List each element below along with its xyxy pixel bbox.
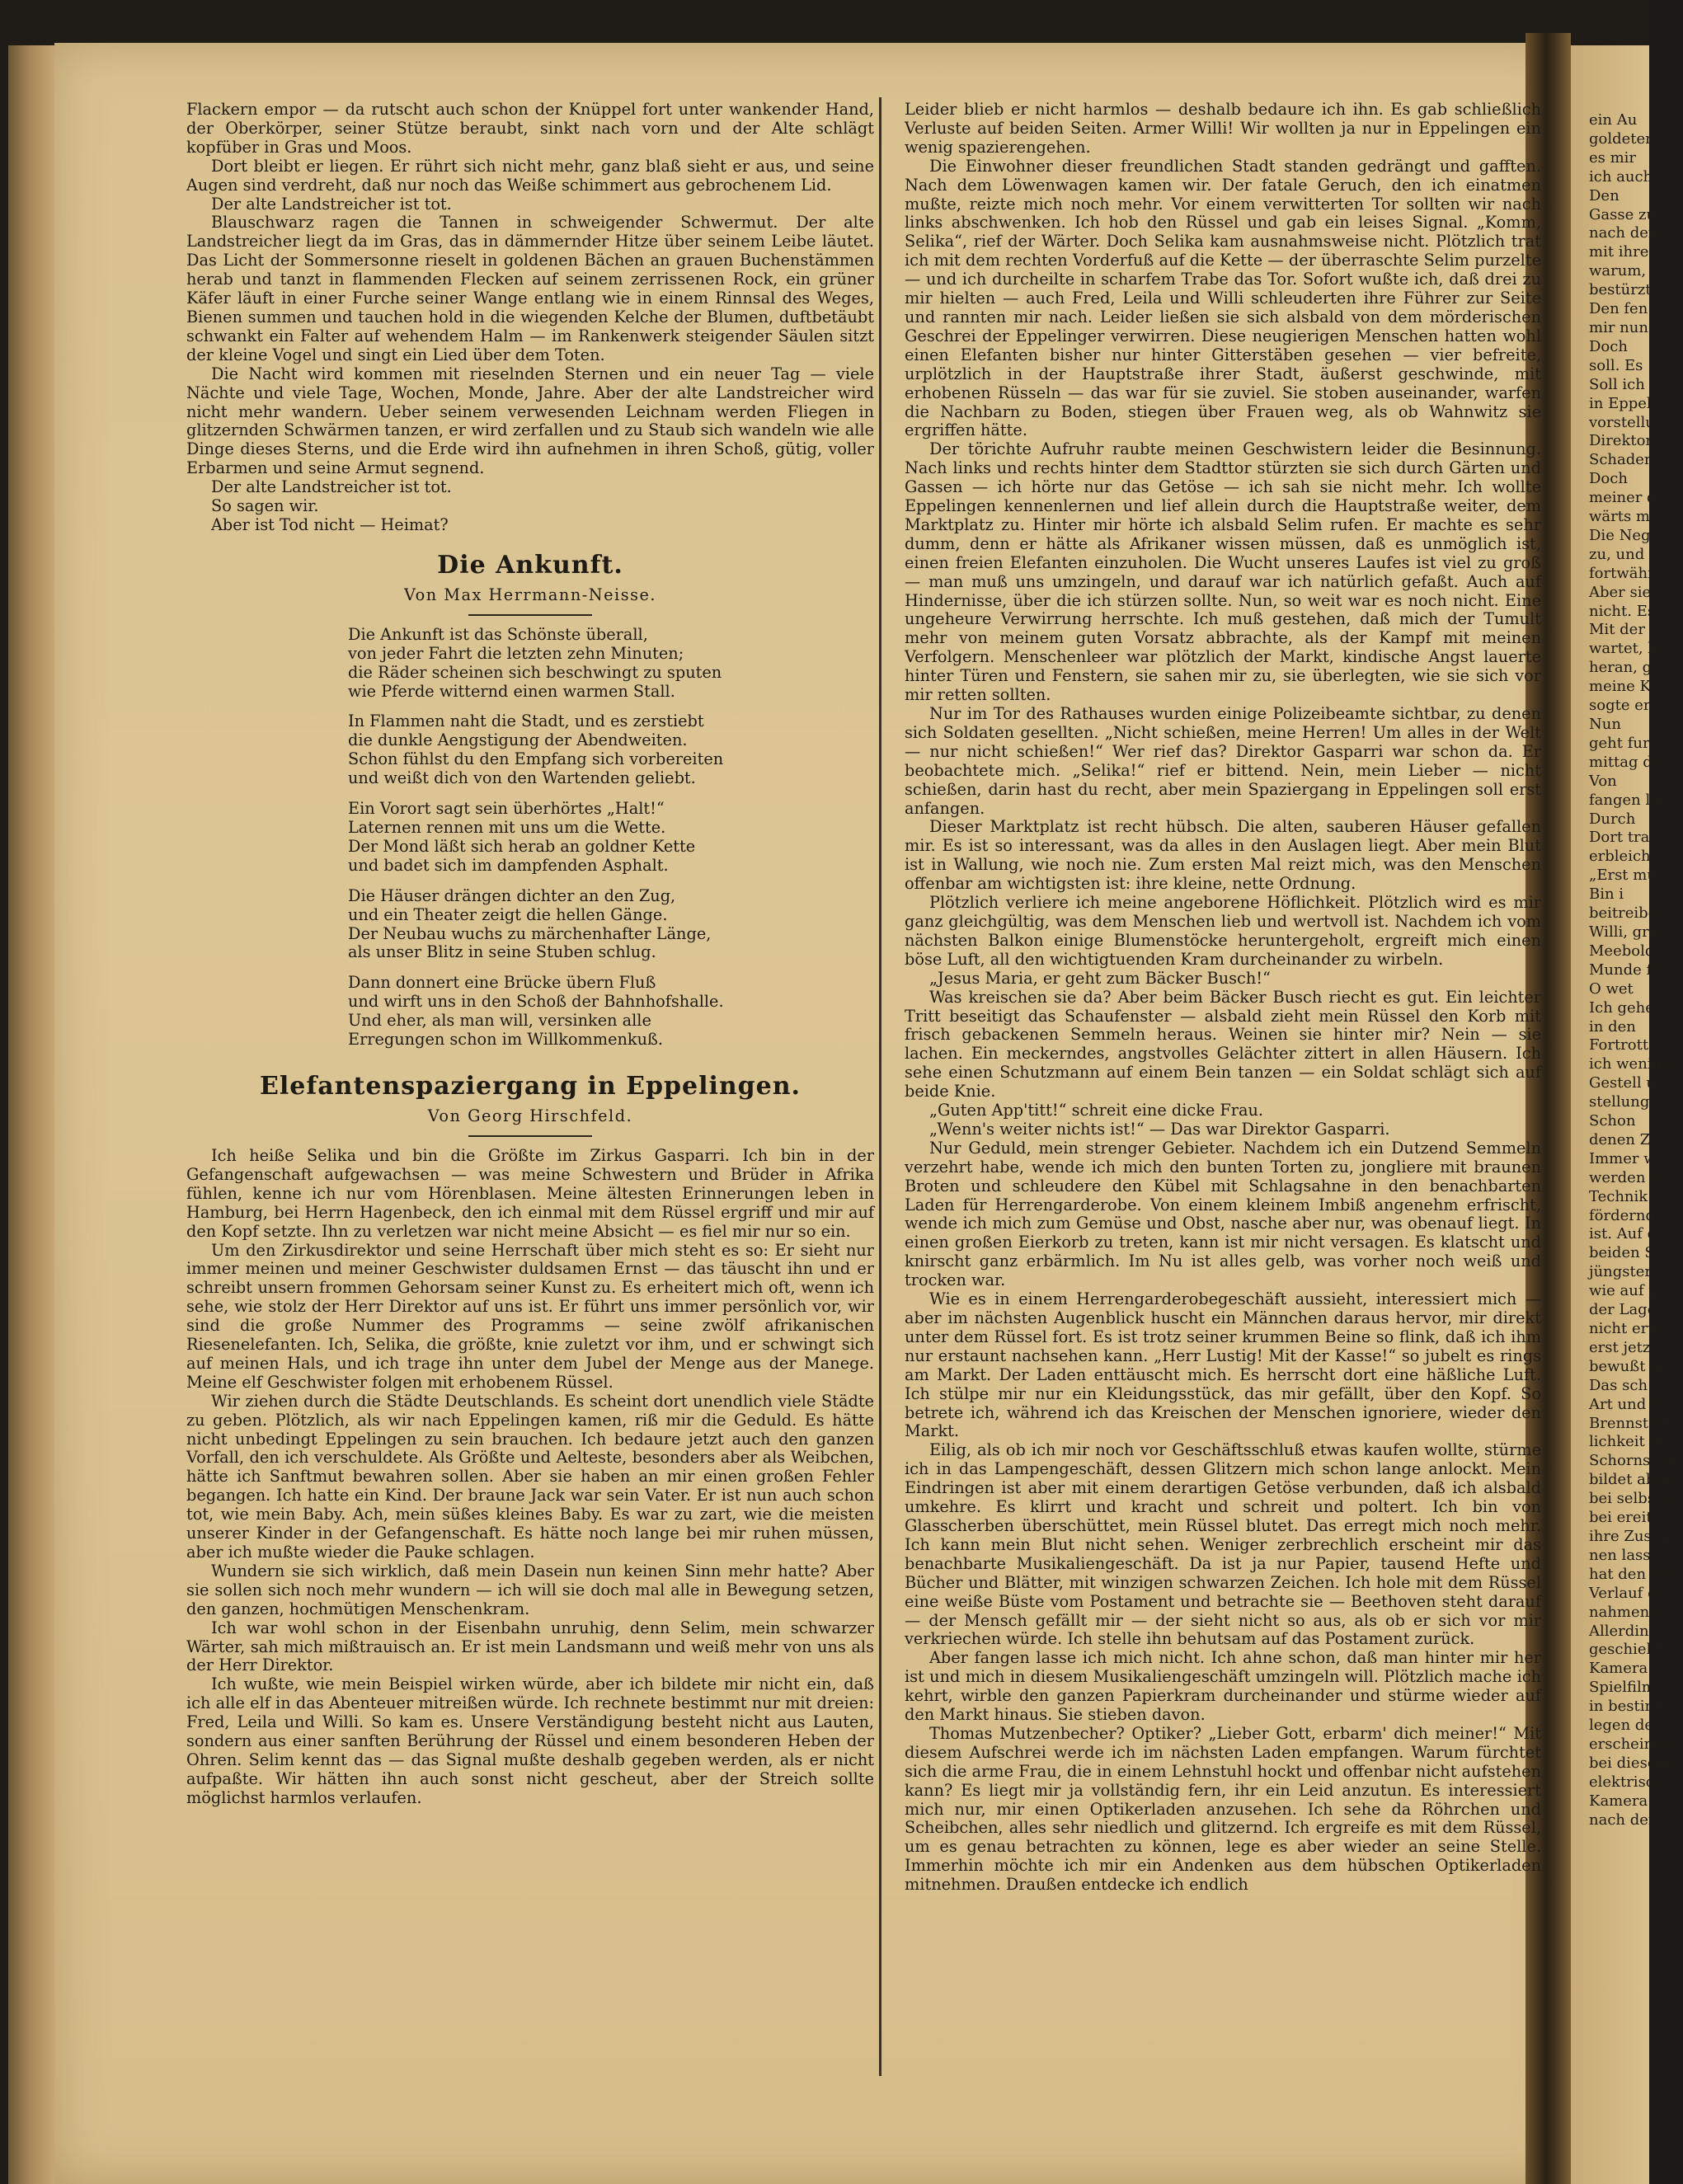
poem-line: Und eher, als man will, versinken alle <box>348 1011 651 1031</box>
next-page-line: bei ereits <box>1589 1509 1660 1527</box>
next-page-line: nach den <box>1589 224 1658 242</box>
poem-line: Der Mond läßt sich herab an goldner Kette <box>348 836 696 856</box>
poem-line: die dunkle Aengstigung der Abendweiten. <box>348 730 688 750</box>
title-rule <box>468 614 592 616</box>
next-page-line: sogte er. <box>1589 697 1654 715</box>
next-page-line: Bin i <box>1589 885 1624 904</box>
next-page-line: der Lage <box>1589 1301 1657 1319</box>
next-page-line: Das sch <box>1589 1376 1648 1394</box>
next-page-line: meiner d <box>1589 489 1657 507</box>
next-page-line: Allerdin <box>1589 1622 1649 1640</box>
poem-line: wie Pferde witternd einen warmen Stall. <box>348 681 675 701</box>
next-page-line: geht furch <box>1589 734 1668 752</box>
next-page-line: erst jetzt <box>1589 1338 1657 1356</box>
next-page-line: Von <box>1589 772 1617 790</box>
next-page-line: geschieht. D <box>1589 1641 1683 1659</box>
next-page-line: beiden Se <box>1589 1244 1664 1262</box>
next-page-line: Mit der <box>1589 621 1645 639</box>
next-page-line: fortwähr <box>1589 564 1655 582</box>
next-page-line: bei diesem <box>1589 1754 1671 1772</box>
poem-line: Laternen rennen mit uns um die Wette. <box>348 818 666 837</box>
story-paragraph: „Guten App'titt!“ schreit eine dicke Frau. <box>929 1101 1264 1120</box>
left-column <box>186 101 874 1808</box>
story-body <box>186 1147 874 1808</box>
story-paragraph: Dort bleibt er liegen. Er rührt sich nicht mehr, ganz blaß sieht er aus, und seine Augen sind verdreht, daß nur noch das Weiße schimmert aus gebrochenem Lid. <box>186 156 874 195</box>
story-paragraph: Um den Zirkusdirektor und seine Herrschaft über mich steht es so: Er sieht nur immer meinen und meiner Geschwister duldsamen Ernst — das täuscht ihn und er schreibt unsern frommen Gehorsam seiner Kunst zu. Es erheitert mich oft, wenn ich sehe, wie stolz der Herr Direktor auf uns ist. Er führt uns immer persönlich vor, wir sind die große Nummer des Programms — seine zwölf afrikanischen Riesenelefanten. Ich, Selika, die größte, knie zuletzt vor ihm, und er schwingt sich auf meinen Hals, und ich trage ihn unter dem Jubel der Menge aus der Manege. Meine elf Geschwister folgen mit erhobenem Rüssel. <box>186 1240 874 1392</box>
next-page-line: nach der G <box>1589 1811 1672 1829</box>
next-page-line: Schon <box>1589 1112 1636 1130</box>
next-page-line: O wet <box>1589 979 1634 998</box>
next-page-line: heran, g <box>1589 659 1652 677</box>
poem-line: und weißt dich von den Wartenden geliebt. <box>348 768 696 788</box>
next-page-line: erscheint, s <box>1589 1735 1677 1753</box>
story-paragraph: Eilig, als ob ich mir noch vor Geschäftsschluß etwas kaufen wollte, stürme ich in das Lampengeschäft, dessen Glitzern mich schon lange anlockt. Mein Eindringen ist aber mit einem derartigen Getöse verbunden, daß ich alsbald umkehre. Es klirrt und kracht und schreit und poltert. Ich bin von Glasscherben überschüttet, mein Rüssel blutet. Das erregt mich noch mehr. Ich kann mein Blut nicht sehen. Weniger zerbrechlich erscheint mir das benachbarte Musikaliengeschäft. Da ist ja nur Papier, tausend Hefte und Bücher und Blätter, mit winzigen schwarzen Zeichen. Ich hole mit dem Rüssel eine weiße Büste vom Postament und betrachte sie — Beethoven steht darauf — der Mensch gefällt mir — der sieht nicht so aus, als ob er sich vor mir verkriechen würde. Ich stelle ihn behutsam auf das Postament zurück. <box>905 1440 1541 1649</box>
story-ending <box>186 101 874 535</box>
next-page-line: Doch <box>1589 337 1628 355</box>
column-rule <box>879 97 881 2076</box>
story-paragraph: Ich heiße Selika und bin die Größte im Zirkus Gasparri. Ich bin in der Gefangenschaft aufgewachsen — was meine Schwestern und Brüder in Afrika fühlen, kenne ich nur vom Hörenblasen. Meine ältesten Erinnerungen leben in Hamburg, bei Herrn Hagenbeck, den ich einmal mit dem Rüssel ergriff und mir auf den Kopf setzte. Ihn zu verletzen war nicht meine Absicht — es fiel mir nur so ein. <box>186 1145 874 1241</box>
next-page-line: Aber sie <box>1589 583 1652 601</box>
poem-stanza <box>348 626 874 702</box>
story-paragraph: Der alte Landstreicher ist tot. <box>211 477 452 497</box>
poem-byline: Von Max Herrmann-Neisse. <box>403 585 657 604</box>
next-page-line: Art und W <box>1589 1395 1667 1413</box>
poem-line: Ein Vorort sagt sein überhörtes „Halt!“ <box>348 799 665 819</box>
poem-line: In Flammen naht die Stadt, und es zerstiebt <box>348 712 704 731</box>
next-page-line: soll. Es <box>1589 356 1643 374</box>
next-page-line: stellung, d <box>1589 1093 1669 1111</box>
next-page-line: Kamera fest <box>1589 1792 1681 1810</box>
poem-line: die Räder scheinen sich beschwingt zu sputen <box>348 662 722 682</box>
next-page-line: legen der <box>1589 1717 1661 1735</box>
next-page-line: wärts m <box>1589 508 1651 526</box>
poem-line: Erregungen schon im Willkommenkuß. <box>348 1030 664 1050</box>
next-page-line: Brennstoff <box>1589 1414 1668 1432</box>
poem-line: Die Häuser drängen dichter an den Zug, <box>348 885 676 905</box>
next-page-line: lichkeit der <box>1589 1433 1676 1451</box>
story-paragraph: Der alte Landstreicher ist tot. <box>211 194 452 214</box>
poem-line: Schon fühlst du den Empfang sich vorbereiten <box>348 749 724 769</box>
story-paragraph: Flackern empor — da rutscht auch schon der Knüppel fort unter wankender Hand, der Oberkörper, seiner Stütze beraubt, sinkt nach vorn und der Alte schlägt kopfüber in Gras und Moos. <box>186 100 874 157</box>
next-page-line: Immer we <box>1589 1149 1666 1167</box>
story-paragraph: „Jesus Maria, er geht zum Bäcker Busch!“ <box>929 968 1271 988</box>
story-paragraph: Die Einwohner dieser freundlichen Stadt standen gedrängt und gafften. Nach dem Löwenwagen kamen wir. Der fatale Geruch, den ich einatmen mußte, reizte mich noch mehr. Vor einem verwitterten Tor sollten wir nach links abschwenken. Ich hob den Rüssel und gab ein leises Signal. „Komm, Selika“, rief der Wärter. Doch Selika kam ausnahmsweise nicht. Plötzlich trat ich mit dem rechten Vorderfuß auf die Kette — der überraschte Selim purzelte — und ich durcheilte in scharfem Trabe das Tor. Sofort wußte ich, daß drei zu mir hielten — auch Fred, Leila und Willi schleuderten ihre Führer zur Seite und rannten mir nach. Leider ließen sie sich alsbald von dem mörderischen Geschrei der Eppelinger verwirren. Diese neugierigen Menschen hatten wohl einen Elefanten bisher nur hinter Gitterstäben gesehen — vier befreite, urplötzlich in der Hauptstraße ihrer Stadt, äußerst geschwinde, mit erhobenen Rüsseln — das war für sie zuviel. Sie stoben auseinander, warfen die Nachbarn zu Boden, stiegen über Frauen weg, als ob Wahnwitz sie ergriffen hätte. <box>905 156 1541 440</box>
next-page-line: Doch <box>1589 470 1628 488</box>
next-page-line: Soll ich <box>1589 375 1645 393</box>
next-page-line: Schaden, <box>1589 451 1659 469</box>
story-byline: Von Georg Hirschfeld. <box>427 1106 633 1125</box>
poem-stanza <box>348 887 874 963</box>
story-paragraph: Wundern sie sich wirklich, daß mein Dasein nun keinen Sinn mehr hatte? Aber sie sollen sich noch mehr wundern — ich will sie doch mal alle in Bewegung setzen, den ganzen, hochmütigen Menschenkram. <box>186 1561 874 1618</box>
story-paragraph: Dieser Marktplatz ist recht hübsch. Die alten, sauberen Häuser gefallen mir. Es ist so interessant, was da alles in den Auslagen liegt. Aber mein Blut ist in Wallung, wie noch nie. Zum ersten Mal reizt mich, was den Menschen offenbar am wichtigsten ist: ihre kleine, nette Ordnung. <box>905 817 1541 894</box>
next-page-line: warum, <box>1589 262 1647 280</box>
next-page-line: mit ihre <box>1589 243 1649 261</box>
story-paragraph: Wie es in einem Herrengarderobegeschäft aussieht, interessiert mich — aber im nächsten Augenblick huscht ein Männchen daraus hervor, mir direkt unter dem Rüssel fort. Es ist trotz seiner krummen Beine so flink, daß ich ihm nur erstaunt nachsehen kann. „Herr Lustig! Mit der Kasse!“ so jubelt es rings am Markt. Der Laden enttäuscht mich. Es herrscht dort eine häßliche Luft. Ich stülpe mir nur ein Kleidungsstück, das mir gefällt, über den Kopf. So betrete ich, während ich das Kreischen der Menschen ignoriere, wieder den Markt. <box>905 1289 1541 1441</box>
next-page-line: Den <box>1589 186 1620 204</box>
next-page-line: Dort traf <box>1589 829 1656 847</box>
next-page-line: vorstellu <box>1589 413 1655 431</box>
next-page-line: Meebold, <box>1589 942 1660 960</box>
next-page-line: Direktor <box>1589 432 1653 450</box>
story-paragraph: „Wenn's weiter nichts ist!“ — Das war Direktor Gasparri. <box>929 1119 1390 1139</box>
next-page-line: bewußt ge <box>1589 1357 1669 1375</box>
next-page-line: nicht. Es <box>1589 602 1656 620</box>
next-page-line: jüngster J <box>1589 1263 1662 1281</box>
next-page-line: wie auf p <box>1589 1282 1658 1300</box>
next-page-line: bei selbsttä <box>1589 1490 1676 1508</box>
next-page-line: meine K <box>1589 678 1651 696</box>
next-page-line: hat den Wa <box>1589 1565 1674 1583</box>
next-page-line: Spielfilmen <box>1589 1679 1675 1697</box>
next-page-line: nicht erwe <box>1589 1320 1670 1337</box>
next-page-line: Schornstein <box>1589 1452 1680 1470</box>
next-page-line: Ich gehe <box>1589 998 1654 1017</box>
next-page-line: werden die <box>1589 1168 1674 1186</box>
next-page-line: in den <box>1589 1017 1636 1036</box>
next-page-line: Gestell un <box>1589 1074 1666 1092</box>
next-page-line: bestürzt <box>1589 281 1652 299</box>
next-page-line: in bestimm <box>1589 1698 1673 1716</box>
next-page-line: Gasse zu <box>1589 205 1657 223</box>
poem-stanza <box>348 712 874 788</box>
next-page-line: ich wenigs <box>1589 1055 1670 1073</box>
poem-stanza <box>348 974 874 1050</box>
next-page-line: Kamera he <box>1589 1660 1671 1678</box>
next-page-line: mittag die <box>1589 753 1667 771</box>
story-paragraph: Was kreischen sie da? Aber beim Bäcker Busch riecht es gut. Ein leichter Tritt beseitigt das Schaufenster — alsbald zieht mein Rüssel den Korb mit frisch gebackenen Semmeln heraus. Weinen sie hinter mir? Nein — sie lachen. Ein meckerndes, angstvolles Gelächter zittert in allen Häusern. Ich sehe einen Schutzmann auf einem Bein tanzen — ein Soldat schlägt sich auf beide Knie. <box>905 987 1541 1101</box>
story-paragraph: Blauschwarz ragen die Tannen in schweigender Schwermut. Der alte Landstreicher liegt da im Gras, das in dämmernder Hitze über seinem Leibe läutet. Das Licht der Sommersonne rieselt in goldenen Bächen an grauen Buchenstämmen herab und tanzt in flammenden Flecken auf seinem zerrissenen Rock, ein grüner Käfer läuft in einer Furche seiner Wange entlang wie in einem Rinnsal des Weges, Bienen summen und tauchen hold in die wiegenden Kelche der Blumen, duftbetäubt schwankt ein Falter auf wehendem Halm — im Rankenwerk steigender Säulen sitzt der kleine Vogel und singt ein Lied über dem Toten. <box>186 213 874 364</box>
book-edge <box>8 45 58 2184</box>
story-title: Elefantenspaziergang in Eppelingen. <box>259 1071 802 1101</box>
story-paragraph: Aber ist Tod nicht — Heimat? <box>211 514 449 534</box>
next-page-line: goldeten <box>1589 129 1655 148</box>
next-page-line: Willi, gra <box>1589 923 1658 941</box>
story-paragraph: Nur Geduld, mein strenger Gebieter. Nachdem ich ein Dutzend Semmeln verzehrt habe, wende ich mich den bunten Torten zu, jongliere mit braunen Broten und schleudere den Kübel mit Schlagsahne in den benachbarten Laden für Herrengarderobe. Von einem kleinem Imbiß angenehm erfrischt, wende ich mich zum Gemüse und Obst, nasche aber nur, was obenauf liegt. In einen großen Eierkorb zu treten, kann ist mir nicht versagen. Es klatscht und knirscht ganz erbärmlich. Im Nu ist alles gelb, was vorher noch weiß und trocken war. <box>905 1138 1541 1290</box>
next-page-line: mir nun <box>1589 318 1648 336</box>
title-rule <box>468 1135 592 1137</box>
next-page-line: nahmen des <box>1589 1603 1681 1621</box>
next-page-line: zu, und <box>1589 545 1645 563</box>
poem-line: Der Neubau wuchs zu märchenhafter Länge, <box>348 923 712 943</box>
next-page-line: Fortrott, <box>1589 1036 1653 1054</box>
next-page-fragment <box>1571 45 1683 2184</box>
poem-line: Die Ankunft ist das Schönste überall, <box>348 624 648 644</box>
poem-line: Dann donnert eine Brücke übern Fluß <box>348 973 656 993</box>
poem-line: und wirft uns in den Schoß der Bahnhofshalle. <box>348 992 724 1012</box>
story-paragraph: So sagen wir. <box>211 496 319 516</box>
next-page-line: ihre Zusam <box>1589 1527 1675 1545</box>
next-page-line: Munde fl <box>1589 960 1657 979</box>
next-page-line: fangen la <box>1589 791 1659 809</box>
poem-line: als unser Blitz in seine Stuben schlug. <box>348 942 656 962</box>
next-page-line: „Erst müs <box>1589 867 1665 885</box>
next-page-line: Die Neg <box>1589 526 1651 544</box>
story-paragraph: Leider blieb er nicht harmlos — deshalb bedaure ich ihn. Es gab schließlich Verluste auf beiden Seiten. Armer Willi! Wir wollten ja nur in Eppelingen ein wenig spazierengehen. <box>905 100 1541 157</box>
next-page-line: bildet aber <box>1589 1471 1671 1489</box>
next-page-line: nen lassen. <box>1589 1546 1674 1564</box>
next-page-line: Durch <box>1589 810 1636 828</box>
poem-title: Die Ankunft. <box>437 550 623 580</box>
poem-line: von jeder Fahrt die letzten zehn Minuten; <box>348 643 684 663</box>
story-paragraph: Der törichte Aufruhr raubte meinen Geschwistern leider die Besinnung. Nach links und rechts hinter dem Stadttor stürzten sie sich durch Gärten und Gassen — ich hörte nur das Getöse — ich sah sie nicht mehr. Ich wollte Eppelingen kennenlernen und lief allein durch die Hauptstraße weiter, dem Marktplatz zu. Hinter mir hörte ich alsbald Selim rufen. Er machte es sehr dumm, denn er hätte als Afrikaner wissen müssen, daß es unmöglich ist, einen freien Elefanten einzuholen. Die Wucht unseres Laufes ist viel zu groß — man muß uns umzingeln, und darauf war ich natürlich gefaßt. Auch auf Hindernisse, über die ich stürzen sollte. Nun, so weit war es noch nicht. Eine ungeheure Verwirrung herrschte. Ich muß gestehen, daß mich der Tumult mehr von meinem guten Vorsatz abbrachte, als der Kampf mit meinen Verfolgern. Menschenleer war plötzlich der Markt, kindische Angst lauerte hinter Türen und Fenstern, sie sahen mir zu, sie überlegten, wie sie sich vor mir retten sollten. <box>905 439 1541 705</box>
poem-line: und ein Theater zeigt die hellen Gänge. <box>348 904 668 924</box>
next-page-line: ist. Auf di <box>1589 1225 1662 1243</box>
poem-stanza <box>348 800 874 876</box>
story-paragraph: Nur im Tor des Rathauses wurden einige Polizeibeamte sichtbar, zu denen sich Soldaten gesellten. „Nicht schießen, meine Herren! Um alles in der Welt — nur nicht schießen!“ Wer rief das? Direktor Gasparri war schon da. Er beobachtete mich. „Selika!“ rief er bittend. Nein, mein Lieber — nicht schießen, darin hast du recht, aber mein Spaziergang in Eppelingen soll erst anfangen. <box>905 704 1541 818</box>
next-page-line: elektrische <box>1589 1773 1673 1791</box>
next-page-line: es mir <box>1589 148 1637 167</box>
story-paragraph: Plötzlich verliere ich meine angeborene Höflichkeit. Plötzlich wird es mir ganz gleichgültig, was dem Menschen lieb und wertvoll ist. Nachdem ich vom nächsten Balkon einige Blumenstöcke heruntergeholt, ergreift mich einen böse Luft, all den wichtigtuenden Kram durcheinander zu wirbeln. <box>905 893 1541 969</box>
next-page-line: fördernd a <box>1589 1206 1669 1224</box>
story-paragraph: Aber fangen lasse ich mich nicht. Ich ahne schon, daß man hinter mir her ist und mich in diesem Musikaliengeschäft umzingeln will. Plötzlich mache ich kehrt, wirble den ganzen Papierkram durcheinander und stürme wieder auf den Markt hinaus. Sie stieben davon. <box>905 1648 1541 1725</box>
poem-line: und badet sich im dampfenden Asphalt. <box>348 855 669 875</box>
next-page-line: denen Zu <box>1589 1130 1660 1148</box>
next-page-line: Nun <box>1589 716 1621 733</box>
next-page-line: beitreiben <box>1589 904 1667 923</box>
next-page-line: erbleicht. <box>1589 848 1662 866</box>
next-page-line: Technik u <box>1589 1187 1662 1205</box>
story-paragraph: Ich war wohl schon in der Eisenbahn unruhig, denn Selim, mein schwarzer Wärter, sah mich mißtrauisch an. Er ist mein Landsmann und weiß mehr von uns als der Herr Direktor. <box>186 1618 874 1675</box>
next-page-line: in Eppel <box>1589 394 1652 412</box>
next-page-line: Verlauf der <box>1589 1584 1673 1602</box>
story-paragraph: Thomas Mutzenbecher? Optiker? „Lieber Gott, erbarm' dich meiner!“ Mit diesem Aufschrei werde ich im nächsten Laden empfangen. Warum fürchtet sich die arme Frau, die in einem Lehnstuhl hockt und offenbar nicht aufstehen kann? Es liegt mir ja vollständig fern, ihr ein Leid anzutun. Es interessiert mich nur, mir einen Optikerladen anzusehen. Ich sehe da Röhrchen und Scheibchen, alles sehr niedlich und glitzernd. Ich ergreife es mit dem Rüssel, um es genau betrachten zu können, lege es aber wieder an seine Stelle. Immerhin möchte ich mir ein Andenken aus dem hübschen Optikerladen mitnehmen. Draußen entdecke ich endlich <box>905 1723 1541 1895</box>
story-paragraph: Wir ziehen durch die Städte Deutschlands. Es scheint dort unendlich viele Städte zu geben. Plötzlich, als wir nach Eppelingen kamen, riß mir die Geduld. Es hätte nicht unbedingt Eppelingen zu sein brauchen. Ich bedaure jetzt auch den ganzen Vorfall, den ich verschuldete. Als Größte und Aelteste, besonders aber als Weibchen, hätte ich Sanftmut bewahren sollen. Aber sie haben an mir einen großen Fehler begangen. Ich hatte ein Kind. Der braune Jack war sein Vater. Er ist nun auch schon tot, wie mein Baby. Ach, mein süßes kleines Baby. Es war zu zart, wie die meisten unserer Kinder in der Gefangenschaft. Es hätte noch lange bei mir ruhen müssen, aber ich mußte wieder die Pauke schlagen. <box>186 1391 874 1562</box>
story-paragraph: Die Nacht wird kommen mit rieselnden Sternen und ein neuer Tag — viele Nächte und viele Tage, Wochen, Monde, Jahre. Aber der alte Landstreicher wird nicht mehr wandern. Ueber seinem verwesenden Leichnam werden Fliegen in glitzernden Schwärmen tanzen, er wird zerfallen und zu Staub sich wandeln wie alle Dinge dieses Sterns, und die Erde wird ihn aufnehmen in ihren Schoß, gütig, voller Erbarmen und seine Armut segnend. <box>186 364 874 478</box>
next-page-line: ich auch <box>1589 167 1653 186</box>
poem <box>348 626 874 1050</box>
next-page-line: Den fen <box>1589 300 1648 318</box>
right-column <box>905 101 1541 1895</box>
next-page-line: ein Au <box>1589 111 1638 129</box>
next-page-line: wartet, b <box>1589 640 1657 658</box>
story-paragraph: Ich wußte, wie mein Beispiel wirken würde, aber ich bildete mir nicht ein, daß ich alle elf in das Abenteuer mitreißen würde. Ich rechnete bestimmt nur mit dreien: Fred, Leila und Willi. So kam es. Unsere Verständigung besteht nicht aus Lauten, sondern aus einer sanften Berührung der Rüssel und einem besonderen Heben der Ohren. Selim kennt das — das Signal mußte deshalb gegeben werden, als er nicht aufpaßte. Wir hätten ihn auch sonst nicht gescheut, aber der Streich sollte möglichst harmlos verlaufen. <box>186 1674 874 1807</box>
